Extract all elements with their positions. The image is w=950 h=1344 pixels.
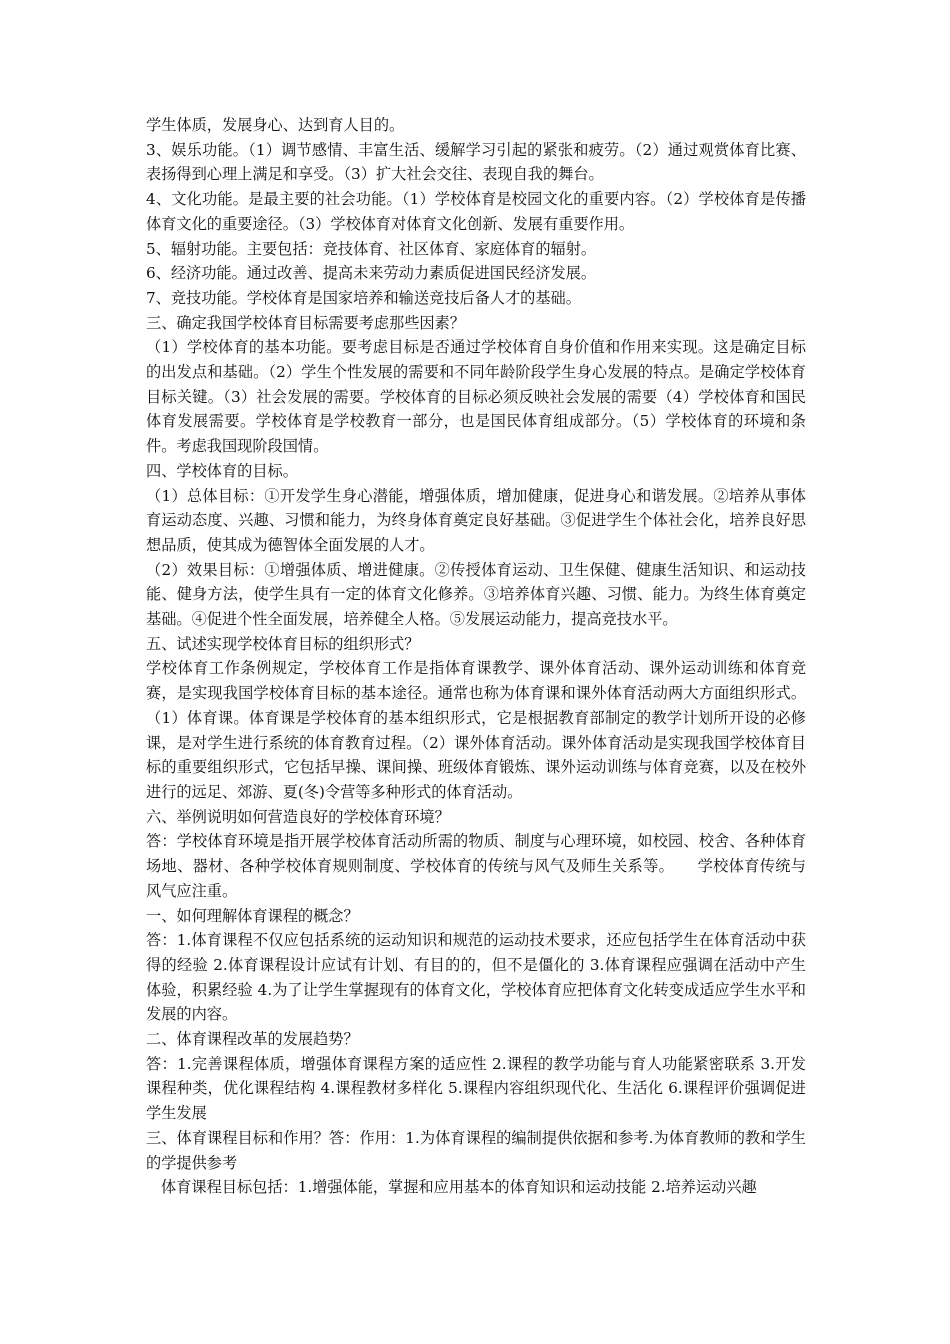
paragraph: 3、娱乐功能。（1）调节感情、丰富生活、缓解学习引起的紧张和疲劳。（2）通过观赏体育比赛、表扬得到心理上满足和享受。（3）扩大社会交往、表现自我的舞台。 xyxy=(146,140,806,184)
paragraph: 答：1.体育课程不仅应包括系统的运动知识和规范的运动技术要求，还应包括学生在体育活动中获得的经验 2.体育课程设计应试有计划、有目的的，但不是僵化的 3.体育课程应强调在活动中产生体验，积累经验 4.为了让学生掌握现有的体育文化，学校体育应把体育文化转变成适应学生水平和发展的内容。 xyxy=(146,931,806,1024)
paragraph: 6、经济功能。通过改善、提高未来劳动力素质促进国民经济发展。 xyxy=(146,264,597,283)
paragraph: 答：学校体育环境是指开展学校体育活动所需的物质、制度与心理环境，如校园、校舍、各种体育场地、器材、各种学校体育规则制度、学校体育的传统与风气及师生关系等。 学校体育传统与风气应注重。 xyxy=(146,832,806,900)
paragraph: 三、体育课程目标和作用？答：作用：1.为体育课程的编制提供依据和参考.为体育教师的教和学生的学提供参考 xyxy=(146,1128,806,1172)
section-heading: 二、体育课程改革的发展趋势？ xyxy=(146,1030,359,1049)
paragraph: 答：1.完善课程体质，增强体育课程方案的适应性 2.课程的教学功能与育人功能紧密联系 3.开发课程种类，优化课程结构 4.课程教材多样化 5.课程内容组织现代化、生活化 6.课程评价强调促进学生发展 xyxy=(146,1054,806,1123)
section-heading: 四、学校体育的目标。 xyxy=(146,461,298,480)
paragraph: 5、辐射功能。主要包括：竞技体育、社区体育、家庭体育的辐射。 xyxy=(146,239,597,258)
section-heading: 五、试述实现学校体育目标的组织形式？ xyxy=(146,634,420,653)
document-page xyxy=(146,113,806,1200)
paragraph: 学生体质，发展身心、达到育人目的。 xyxy=(146,116,405,134)
paragraph: 学校体育工作条例规定，学校体育工作是指体育课教学、课外体育活动、课外运动训练和体育竞赛，是实现我国学校体育目标的基本途径。通常也称为体育课和课外体育活动两大方面组织形式。（1）体育课。体育课是学校体育的基本组织形式，它是根据教育部制定的教学计划所开设的必修课，是对学生进行系统的体育教育过程。（2）课外体育活动。课外体育活动是实现我国学校体育目标的重要组织形式，它包括早操、课间操、班级体育锻炼、课外运动训练与体育竞赛，以及在校外进行的远足、郊游、夏(冬)令营等多种形式的体育活动。 xyxy=(146,659,806,801)
paragraph: 体育课程目标包括：1.增强体能，掌握和应用基本的体育知识和运动技能 2.培养运动兴趣 xyxy=(161,1178,757,1197)
paragraph: （1）学校体育的基本功能。要考虑目标是否通过学校体育自身价值和作用来实现。这是确定目标的出发点和基础。（2）学生个性发展的需要和不同年龄阶段学生身心发展的特点。是确定学校体育目标关键。（3）社会发展的需要。学校体育的目标必须反映社会发展的需要（4）学校体育和国民体育发展需要。学校体育是学校教育一部分，也是国民体育组成部分。（5）学校体育的环境和条件。考虑我国现阶段国情。 xyxy=(146,338,806,456)
section-heading: 六、举例说明如何营造良好的学校体育环境？ xyxy=(146,807,450,826)
section-heading: 一、如何理解体育课程的概念？ xyxy=(146,906,359,925)
section-heading: 三、确定我国学校体育目标需要考虑那些因素？ xyxy=(146,313,465,332)
paragraph: 4、文化功能。是最主要的社会功能。（1）学校体育是校园文化的重要内容。（2）学校体育是传播体育文化的重要途径。（3）学校体育对体育文化创新、发展有重要作用。 xyxy=(146,190,806,233)
paragraph: （2）效果目标：①增强体质、增进健康。②传授体育运动、卫生保健、健康生活知识、和运动技能、健身方法，使学生具有一定的体育文化修养。③培养体育兴趣、习惯、能力。为终生体育奠定基础。④促进个性全面发展，培养健全人格。⑤发展运动能力，提高竞技水平。 xyxy=(146,560,806,629)
paragraph: （1）总体目标：①开发学生身心潜能，增强体质，增加健康，促进身心和谐发展。②培养从事体育运动态度、兴趣、习惯和能力，为终身体育奠定良好基础。③促进学生个体社会化，培养良好思想品质，使其成为德智体全面发展的人才。 xyxy=(146,486,806,554)
paragraph: 7、竞技功能。学校体育是国家培养和输送竞技后备人才的基础。 xyxy=(146,288,581,307)
